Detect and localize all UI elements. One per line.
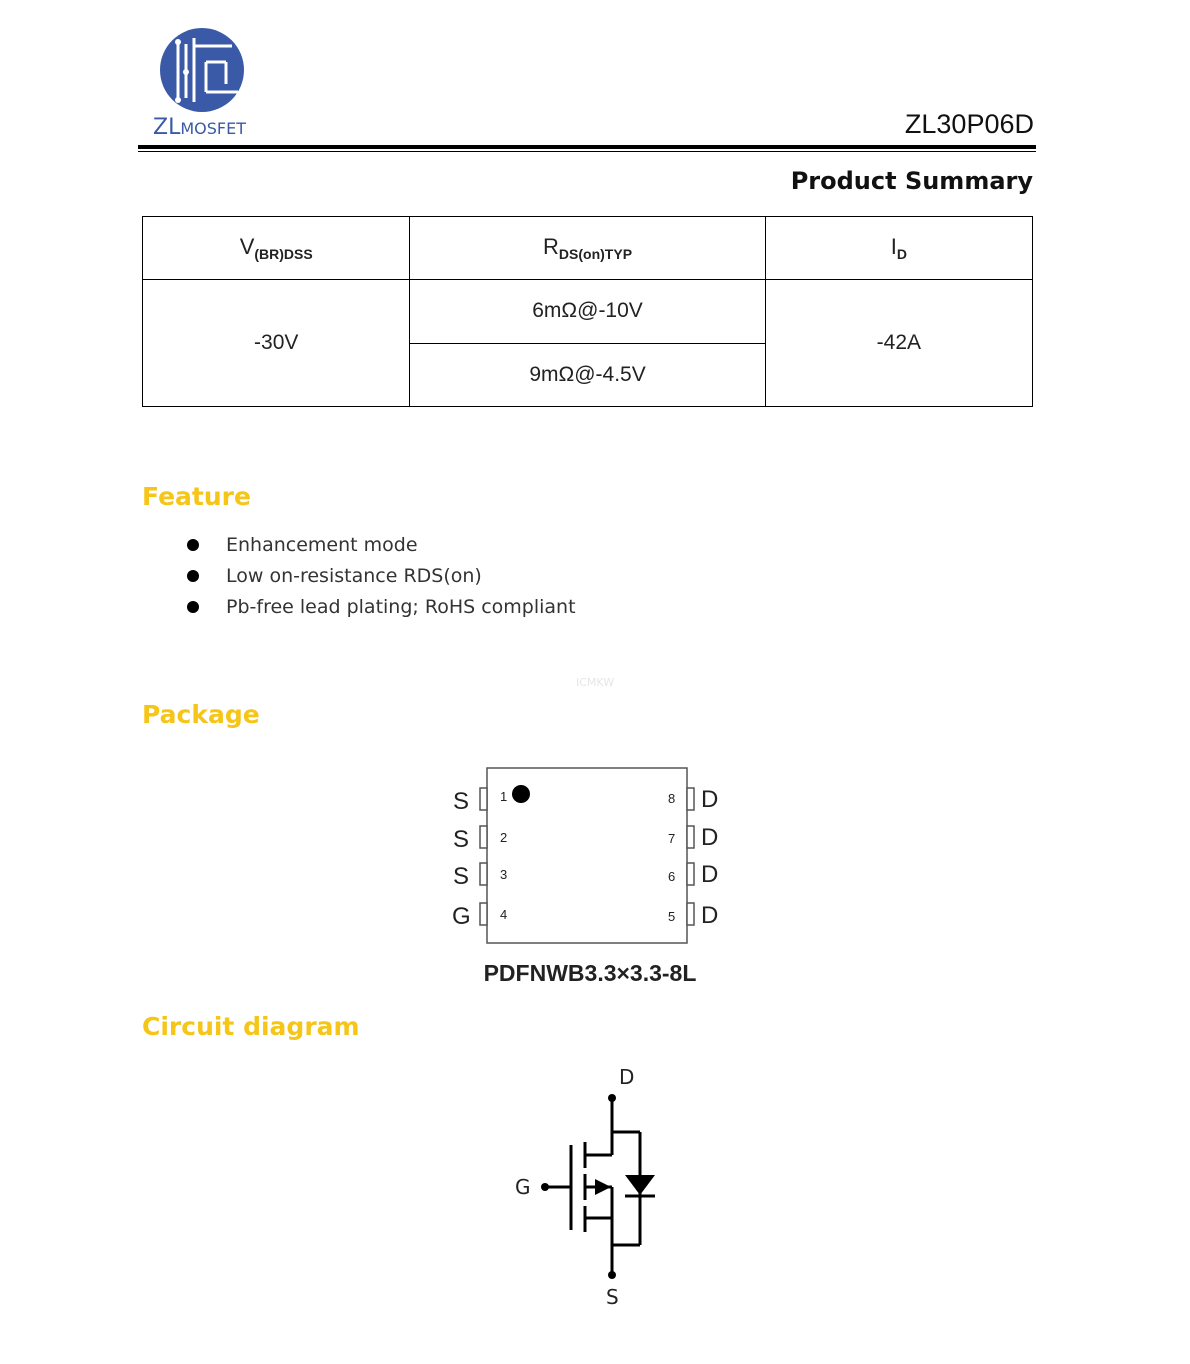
table-row: [143, 280, 1033, 343]
pin-label-d8: D: [701, 786, 719, 813]
feature-title: Feature: [142, 482, 251, 511]
zlmosfet-logo-icon: [158, 28, 246, 112]
source-label: S: [606, 1285, 619, 1309]
pin-number-5: 5: [668, 909, 676, 924]
cell-id: -42A: [765, 280, 1032, 407]
watermark: ICMKW: [576, 676, 615, 689]
pin-label-g: G: [452, 903, 471, 930]
pin-number-2: 2: [500, 830, 508, 845]
drain-label: D: [619, 1065, 635, 1089]
logo-wordmark: [153, 115, 246, 140]
circuit-diagram-title: Circuit diagram: [142, 1012, 360, 1041]
pin1-marker-icon: [512, 785, 530, 803]
header-vbrdss: $V_{(BR)DSS}$: [143, 217, 410, 280]
gate-terminal-icon: [541, 1183, 549, 1191]
gate-label: G: [515, 1175, 531, 1199]
pin-number-6: 6: [668, 869, 676, 884]
header-rdson: $R_{DS(on)TYP}$: [410, 217, 765, 280]
header-rule-thin: [138, 151, 1036, 152]
list-item: Enhancement mode: [186, 532, 576, 563]
table-header-row: [143, 217, 1033, 280]
bullet-icon: [187, 539, 199, 551]
pmos-circuit-symbol: [505, 1060, 675, 1320]
feature-list: [186, 532, 576, 625]
pin-label-s1: S: [453, 788, 470, 815]
pin-number-7: 7: [668, 831, 676, 846]
pin-label-s2: S: [453, 826, 470, 853]
part-number: ZL30P06D: [904, 109, 1034, 139]
cell-rds-4v5: 9mΩ@-4.5V: [410, 343, 765, 406]
bullet-icon: [187, 570, 199, 582]
pin-number-8: 8: [668, 791, 676, 806]
logo-text-small: MOSFET: [180, 119, 246, 138]
list-item: Low on-resistance RDS(on): [186, 563, 576, 594]
pin-number-4: 4: [500, 907, 508, 922]
package-pinout-diagram: [440, 760, 740, 955]
list-item: Pb-free lead plating; RoHS compliant: [186, 594, 576, 625]
pin-label-d6: D: [701, 861, 719, 888]
logo-text-big: ZL: [153, 115, 181, 140]
header-rule: [138, 145, 1036, 149]
product-summary-title: Product Summary: [790, 167, 1033, 195]
pin-number-1: 1: [500, 789, 508, 804]
product-summary-table: [142, 216, 1033, 407]
package-name: PDFNWB3.3×3.3-8L: [483, 960, 697, 986]
pin-label-d5: D: [701, 902, 719, 929]
header-id: $I_D$: [765, 217, 1032, 280]
pin-label-d7: D: [701, 824, 719, 851]
drain-terminal-icon: [608, 1094, 616, 1102]
cell-rds-10v: 6mΩ@-10V: [410, 280, 765, 343]
source-terminal-icon: [608, 1271, 616, 1279]
pin-label-s3: S: [453, 863, 470, 890]
cell-vbrdss: -30V: [143, 280, 410, 407]
pin-number-3: 3: [500, 867, 508, 882]
bullet-icon: [187, 601, 199, 613]
package-title: Package: [142, 700, 260, 729]
